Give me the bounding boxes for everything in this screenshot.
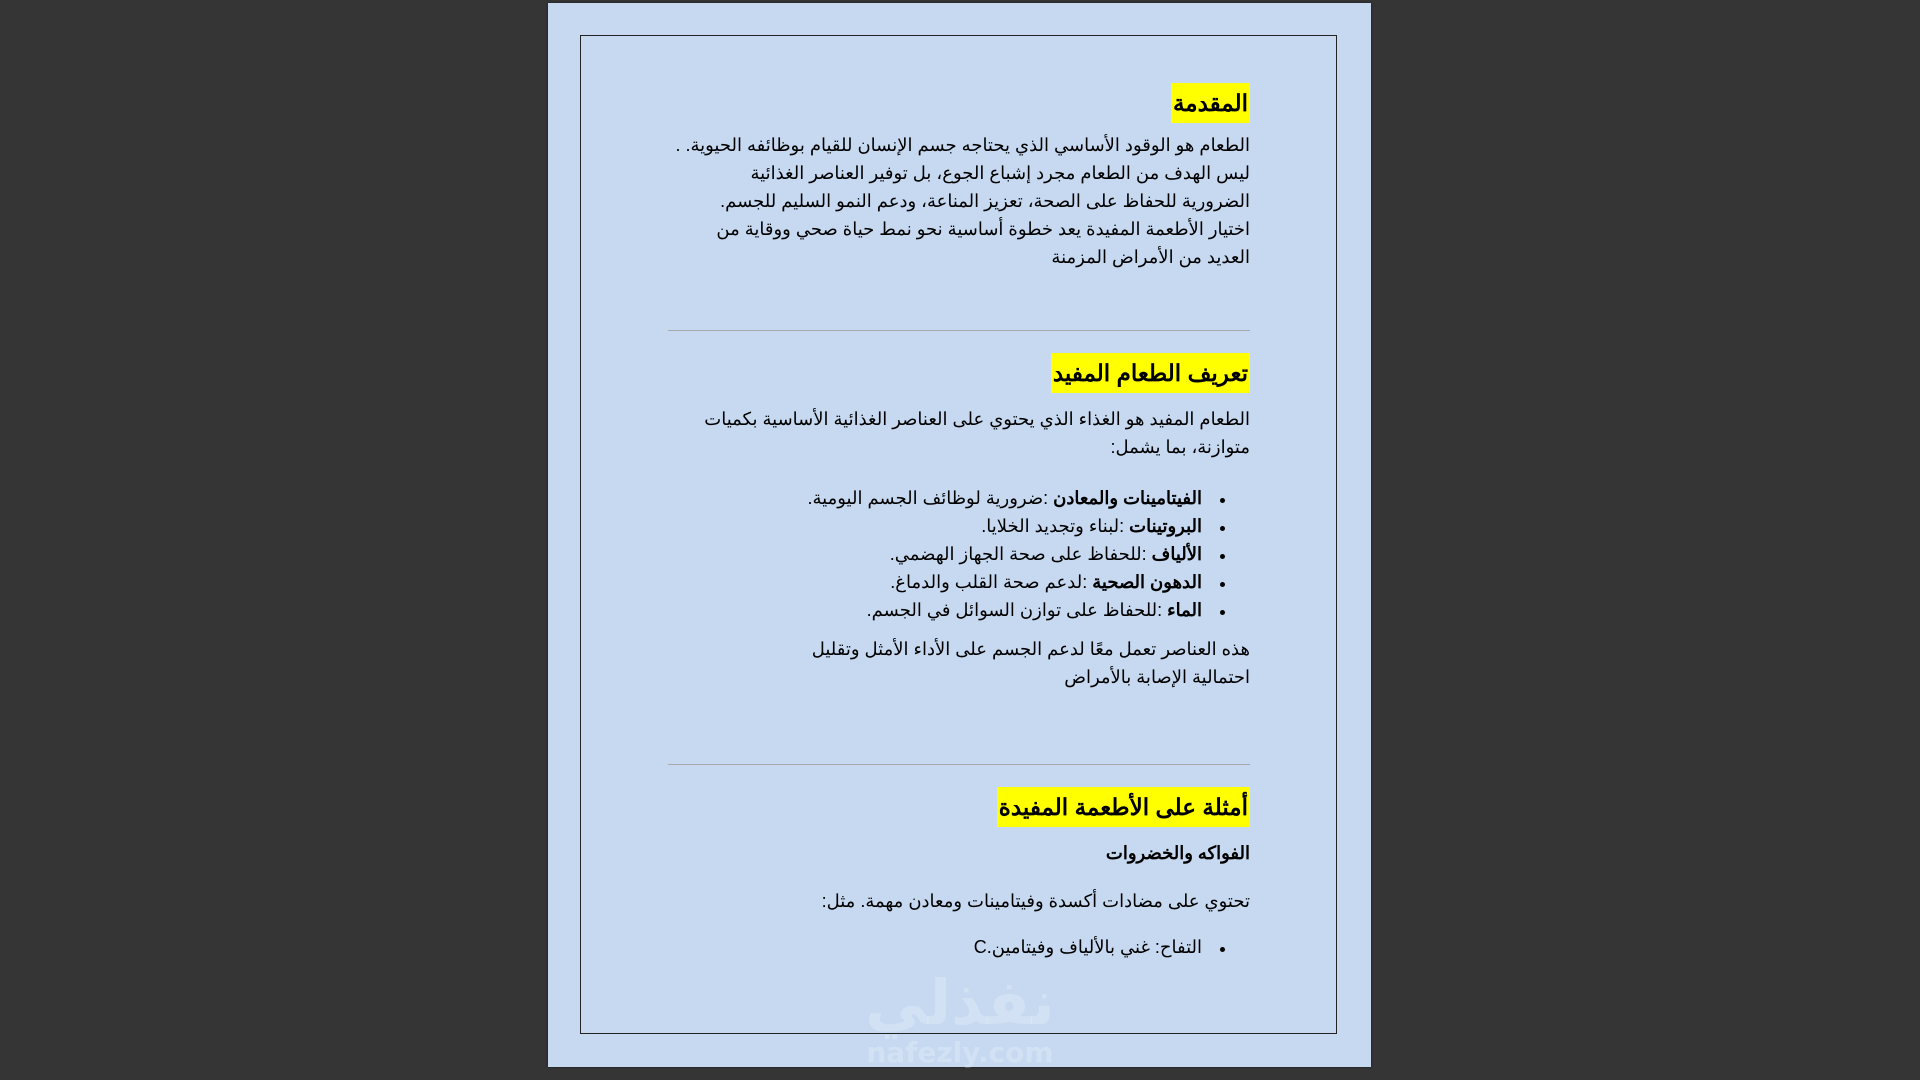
list-item: التفاح: غني بالألياف وفيتامين.C: [710, 933, 1250, 961]
section-divider: [668, 330, 1250, 331]
list-item: الدهون الصحية :لدعم صحة القلب والدماغ.: [710, 568, 1250, 596]
bullet-icon: [1220, 526, 1225, 531]
bullet-icon: [1220, 947, 1225, 952]
bullet-icon: [1220, 554, 1225, 559]
section-divider: [668, 764, 1250, 765]
text-line: الطعام هو الوقود الأساسي الذي يحتاجه جسم الإنسان للقيام بوظائفه الحيوية. .: [675, 135, 1250, 155]
text-line: احتمالية الإصابة بالأمراض: [1064, 667, 1250, 687]
bullet-icon: [1220, 498, 1225, 503]
paragraph: [668, 405, 1250, 461]
paragraph: [668, 887, 1250, 915]
section-heading: المقدمة: [1171, 83, 1250, 123]
section-heading: تعريف الطعام المفيد: [1051, 353, 1250, 393]
example-list: [710, 933, 1250, 961]
section-heading: أمثلة على الأطعمة المفيدة: [997, 787, 1250, 827]
list-item: الفيتامينات والمعادن :ضرورية لوظائف الجسم اليومية.: [710, 484, 1250, 512]
bullet-icon: [1220, 582, 1225, 587]
text-line: العديد من الأمراض المزمنة: [1051, 247, 1250, 267]
subheading: الفواكه والخضروات: [1105, 843, 1250, 863]
text-line: ليس الهدف من الطعام مجرد إشباع الجوع، بل توفير العناصر الغذائية: [750, 163, 1250, 183]
section-introduction: [668, 83, 1250, 333]
text-line: الطعام المفيد هو الغذاء الذي يحتوي على العناصر الغذائية الأساسية بكميات: [704, 409, 1250, 429]
paragraph: [668, 635, 1250, 691]
text-line: تحتوي على مضادات أكسدة وفيتامينات ومعادن مهمة. مثل:: [821, 891, 1250, 911]
bullet-icon: [1220, 610, 1225, 615]
section-definition: [668, 353, 1250, 703]
section-examples: [668, 787, 1250, 987]
text-line: اختيار الأطعمة المفيدة يعد خطوة أساسية نحو نمط حياة صحي ووقاية من: [716, 219, 1250, 239]
text-line: متوازنة، بما يشمل:: [1110, 437, 1250, 457]
paragraph: [668, 131, 1250, 271]
list-item: الألياف :للحفاظ على صحة الجهاز الهضمي.: [710, 540, 1250, 568]
watermark-logo: نفذلي nafezly.com: [865, 966, 1055, 1069]
text-line: الضرورية للحفاظ على الصحة، تعزيز المناعة، ودعم النمو السليم للجسم.: [720, 191, 1250, 211]
list-item: البروتينات :لبناء وتجديد الخلايا.: [710, 512, 1250, 540]
text-line: هذه العناصر تعمل معًا لدعم الجسم على الأداء الأمثل وتقليل: [811, 639, 1250, 659]
nutrient-list: [710, 484, 1250, 624]
document-page: [548, 3, 1371, 1067]
list-item: الماء :للحفاظ على توازن السوائل في الجسم.: [710, 596, 1250, 624]
